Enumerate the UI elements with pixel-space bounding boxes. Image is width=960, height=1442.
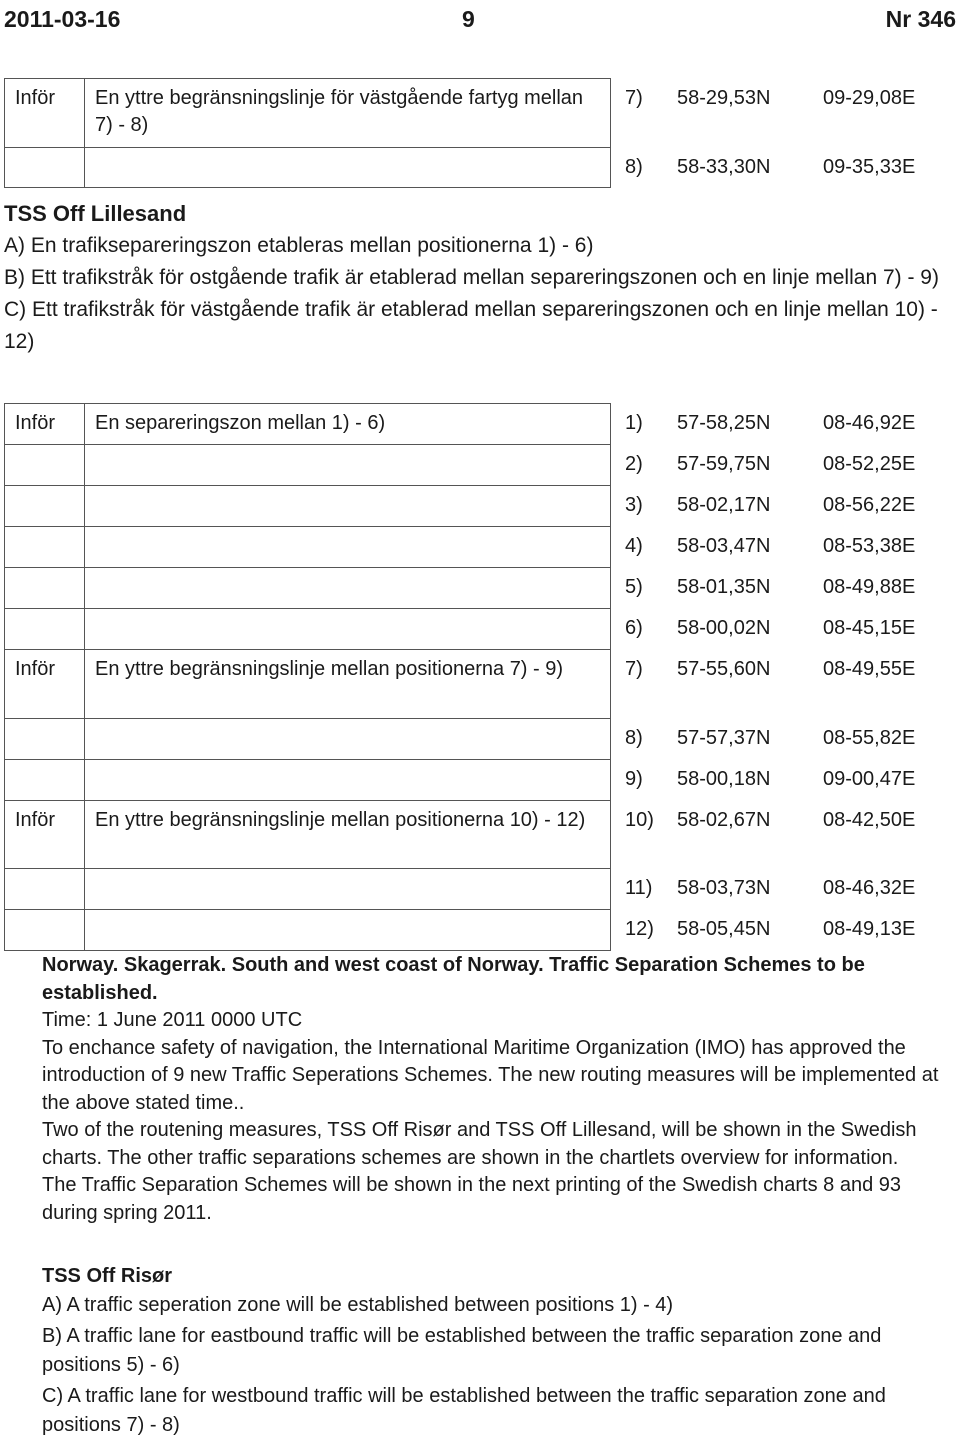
section-item-a: A) A traffic seperation zone will be established between positions 1) - 4) xyxy=(42,1293,674,1316)
longitude: 08-49,88E xyxy=(823,575,916,598)
row-label: Inför xyxy=(5,404,85,445)
page-number: 9 xyxy=(462,6,475,32)
row-label xyxy=(5,527,85,568)
latitude: 58-05,45N xyxy=(677,917,771,940)
section-item-c: C) Ett trafikstråk för västgående trafik är etablerad mellan separeringszonen och en linje mellan 10) - 12) xyxy=(4,298,938,353)
row-description: En yttre begränsningslinje för västgående fartyg mellan 7) - 8) xyxy=(85,79,611,148)
row-description xyxy=(85,148,611,188)
coordinate-cell xyxy=(611,527,960,568)
notice-paragraph: The Traffic Separation Schemes will be shown in the next printing of the Swedish charts 8 and 93 during spring 2011. xyxy=(42,1174,902,1224)
row-label: Inför xyxy=(5,650,85,719)
row-description xyxy=(85,760,611,801)
position-number: 8) xyxy=(625,726,643,749)
position-number: 3) xyxy=(625,493,643,516)
table-row xyxy=(5,650,960,719)
longitude: 09-29,08E xyxy=(823,86,916,109)
coordinate-cell xyxy=(611,801,960,869)
coordinate-cell xyxy=(611,79,960,148)
table-row xyxy=(5,445,960,486)
table-row xyxy=(5,148,960,188)
coordinate-cell xyxy=(611,869,960,910)
notice-text xyxy=(42,952,954,1227)
latitude: 58-02,17N xyxy=(677,493,771,516)
page-header xyxy=(0,6,960,36)
latitude: 57-55,60N xyxy=(677,657,771,680)
row-description: En separeringszon mellan 1) - 6) xyxy=(85,404,611,445)
row-label xyxy=(5,760,85,801)
row-label xyxy=(5,719,85,760)
table-row xyxy=(5,719,960,760)
coordinate-cell xyxy=(611,568,960,609)
row-description xyxy=(85,527,611,568)
latitude: 58-29,53N xyxy=(677,86,771,109)
row-label xyxy=(5,486,85,527)
row-description xyxy=(85,869,611,910)
position-number: 6) xyxy=(625,616,643,639)
lillesand-section xyxy=(4,198,954,358)
row-label xyxy=(5,148,85,188)
table-row xyxy=(5,910,960,951)
latitude: 57-58,25N xyxy=(677,411,771,434)
latitude: 58-00,18N xyxy=(677,767,771,790)
coordinate-cell xyxy=(611,148,960,188)
row-description xyxy=(85,486,611,527)
latitude: 58-03,47N xyxy=(677,534,771,557)
table-row xyxy=(5,527,960,568)
issue-number: Nr 346 xyxy=(885,6,956,32)
coordinate-cell xyxy=(611,650,960,719)
longitude: 08-49,55E xyxy=(823,657,916,680)
row-label xyxy=(5,869,85,910)
position-number: 12) xyxy=(625,917,654,940)
position-number: 5) xyxy=(625,575,643,598)
section-title: TSS Off Lillesand xyxy=(4,201,187,226)
row-description xyxy=(85,568,611,609)
table-row xyxy=(5,404,960,445)
position-number: 7) xyxy=(625,657,643,680)
latitude: 58-03,73N xyxy=(677,876,771,899)
section-item-b: B) A traffic lane for eastbound traffic will be established between the traffic separation zone and positions 5) - 6) xyxy=(42,1325,882,1376)
table-row xyxy=(5,568,960,609)
issue-date: 2011-03-16 xyxy=(4,6,121,32)
longitude: 08-55,82E xyxy=(823,726,916,749)
latitude: 58-33,30N xyxy=(677,155,771,178)
position-number: 1) xyxy=(625,411,643,434)
row-description xyxy=(85,609,611,650)
coordinate-cell xyxy=(611,609,960,650)
section-item-b: B) Ett trafikstråk för ostgående trafik är etablerad mellan separeringszonen och en linje mellan 7) - 9) xyxy=(4,266,939,289)
row-description xyxy=(85,719,611,760)
longitude: 09-35,33E xyxy=(823,155,916,178)
row-label xyxy=(5,568,85,609)
notice-time: Time: 1 June 2011 0000 UTC xyxy=(42,1009,303,1031)
section-item-a: A) En trafiksepareringszon etableras mellan positionerna 1) - 6) xyxy=(4,234,594,257)
row-description xyxy=(85,445,611,486)
coordinate-cell xyxy=(611,760,960,801)
notice-heading: Norway. Skagerrak. South and west coast of Norway. Traffic Separation Schemes to be established. xyxy=(42,954,865,1004)
row-label xyxy=(5,910,85,951)
table-row xyxy=(5,609,960,650)
section-title: TSS Off Risør xyxy=(42,1265,173,1287)
table-row xyxy=(5,801,960,869)
position-number: 7) xyxy=(625,86,643,109)
longitude: 08-42,50E xyxy=(823,808,916,831)
latitude: 58-00,02N xyxy=(677,616,771,639)
table-row xyxy=(5,486,960,527)
row-label xyxy=(5,609,85,650)
longitude: 08-56,22E xyxy=(823,493,916,516)
table-row xyxy=(5,869,960,910)
section-item-c: C) A traffic lane for westbound traffic will be established between the traffic separation zone and positions 7) - 8) xyxy=(42,1385,886,1436)
row-label xyxy=(5,445,85,486)
position-number: 8) xyxy=(625,155,643,178)
longitude: 08-46,32E xyxy=(823,876,916,899)
position-number: 2) xyxy=(625,452,643,475)
row-description: En yttre begränsningslinje mellan positionerna 7) - 9) xyxy=(85,650,611,719)
row-description xyxy=(85,910,611,951)
longitude: 08-53,38E xyxy=(823,534,916,557)
latitude: 58-01,35N xyxy=(677,575,771,598)
latitude: 57-57,37N xyxy=(677,726,771,749)
table-row xyxy=(5,760,960,801)
position-number: 9) xyxy=(625,767,643,790)
coordinate-cell xyxy=(611,719,960,760)
latitude: 58-02,67N xyxy=(677,808,771,831)
row-description: En yttre begränsningslinje mellan positionerna 10) - 12) xyxy=(85,801,611,869)
position-number: 10) xyxy=(625,808,654,831)
longitude: 08-49,13E xyxy=(823,917,916,940)
position-number: 11) xyxy=(625,876,653,899)
risor-section xyxy=(42,1262,954,1442)
coordinate-cell xyxy=(611,404,960,445)
table-row xyxy=(5,79,960,148)
longitude: 08-52,25E xyxy=(823,452,916,475)
notice-paragraph: Two of the routening measures, TSS Off Risør and TSS Off Lillesand, will be shown in the Swedish charts. The other traffic separations schemes are shown in the chartlets overview for information. xyxy=(42,1119,917,1169)
position-number: 4) xyxy=(625,534,643,557)
coordinate-cell xyxy=(611,486,960,527)
row-label: Inför xyxy=(5,801,85,869)
coordinate-cell xyxy=(611,445,960,486)
notice-paragraph: To enchance safety of navigation, the International Maritime Organization (IMO) has approved the introduction of 9 new Traffic Seperations Schemes. The new routing measures will be implemented at the above stated time.. xyxy=(42,1036,939,1114)
longitude: 09-00,47E xyxy=(823,767,916,790)
latitude: 57-59,75N xyxy=(677,452,771,475)
coordinates-table-1 xyxy=(4,78,960,188)
row-label: Inför xyxy=(5,79,85,148)
coordinates-table-2 xyxy=(4,403,960,951)
coordinate-cell xyxy=(611,910,960,951)
longitude: 08-46,92E xyxy=(823,411,916,434)
longitude: 08-45,15E xyxy=(823,616,916,639)
